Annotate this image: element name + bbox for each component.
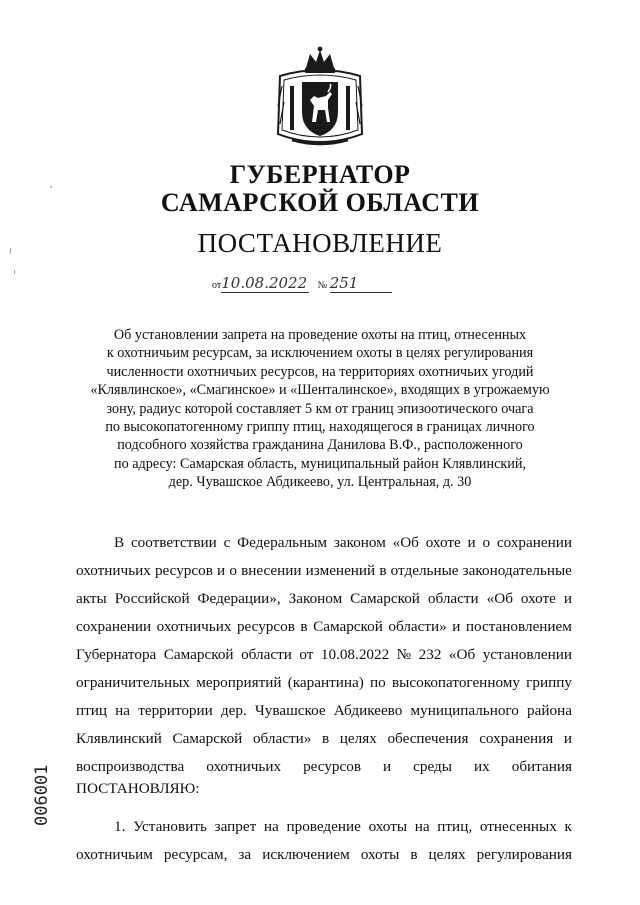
- scan-speck: [10, 248, 11, 254]
- word: внесении: [241, 562, 302, 579]
- word: ресурсов: [236, 618, 295, 635]
- word: на: [263, 818, 279, 835]
- scan-speck: [50, 186, 52, 188]
- word: птиц: [76, 702, 108, 719]
- word: Федерации»,: [197, 590, 281, 607]
- word: Клявлинский: [76, 730, 162, 747]
- word: области»: [388, 618, 447, 635]
- word: Чувашское: [254, 702, 326, 719]
- word: обитания: [511, 758, 572, 775]
- word: сохранения: [479, 730, 554, 747]
- body-line: [76, 674, 572, 694]
- org-name-line1: ГУБЕРНАТОР: [229, 160, 411, 189]
- word: регулирования: [476, 846, 572, 863]
- word: к: [564, 818, 572, 835]
- word: в: [321, 730, 330, 747]
- word: территории: [138, 702, 213, 719]
- body-line: [76, 618, 572, 638]
- word: за: [238, 846, 252, 863]
- word: целях: [428, 846, 466, 863]
- date-number-line: [212, 274, 392, 293]
- word: птиц,: [437, 818, 473, 835]
- body-line: [114, 818, 572, 838]
- word: 232: [418, 646, 442, 663]
- word: отнесенных: [479, 818, 557, 835]
- word: и: [217, 562, 226, 579]
- title-line: по адресу: Самарская область, муниципальный район Клявлинский,: [113, 455, 527, 472]
- title-line: дер. Чувашское Абдикеево, ул. Центральная, д. 30: [168, 474, 472, 491]
- word: целях: [339, 730, 377, 747]
- word: Самарской: [163, 646, 234, 663]
- coat-of-arms-emblem: [272, 46, 368, 148]
- word: дер.: [220, 702, 247, 719]
- document-type-title: ПОСТАНОВЛЕНИЕ: [197, 228, 443, 258]
- word: ресурсам,: [163, 846, 228, 863]
- word: Самарской: [172, 730, 243, 747]
- word: ресурсов: [303, 758, 362, 775]
- title-line: подсобного хозяйства гражданина Данилова В.Ф., расположенного: [117, 437, 523, 454]
- word: (карантина): [287, 674, 364, 691]
- word: области: [241, 646, 292, 663]
- word: высокопатогенному: [392, 674, 520, 691]
- body-line: [76, 702, 572, 722]
- word: от: [299, 646, 314, 663]
- word: ограничительных: [76, 674, 190, 691]
- word: гриппу: [526, 674, 572, 691]
- word: акты: [76, 590, 107, 607]
- word: охотничьим: [76, 846, 153, 863]
- word: охоте: [520, 590, 556, 607]
- word: охоты: [360, 846, 400, 863]
- word: Законом: [288, 590, 343, 607]
- word: охоте: [425, 534, 461, 551]
- word: области: [427, 590, 479, 607]
- word: и: [452, 618, 461, 635]
- word: сохранении: [496, 534, 572, 551]
- title-line: численности охотничьих ресурсов, на территориях охотничьих угодий: [106, 363, 534, 380]
- word: Российской: [114, 590, 190, 607]
- word: законом: [333, 534, 386, 551]
- date-prefix: от: [212, 280, 222, 291]
- org-name-line2: САМАРСКОЙ ОБЛАСТИ: [160, 188, 480, 217]
- body-line: [76, 846, 572, 866]
- word: Самарской: [350, 590, 420, 607]
- word: соответствии: [130, 534, 217, 551]
- title-line: по высокопатогенному гриппу птиц, находящегося в границах личного: [105, 419, 535, 436]
- word: о: [229, 562, 237, 579]
- document-number: 251: [330, 274, 392, 293]
- word: Федеральным: [237, 534, 328, 551]
- word: мероприятий: [196, 674, 282, 691]
- word: сохранении: [76, 618, 152, 635]
- body-line: [114, 534, 572, 554]
- word: запрет: [214, 818, 257, 835]
- word: охотничьих: [76, 562, 151, 579]
- word: и: [467, 534, 476, 551]
- word: «Об: [392, 534, 419, 551]
- word: с: [223, 534, 231, 551]
- word: 10.08.2022: [320, 646, 390, 663]
- word: Губернатора: [76, 646, 157, 663]
- word: обеспечения: [387, 730, 469, 747]
- body-line: [76, 562, 572, 582]
- word: на: [414, 818, 430, 835]
- word: о: [482, 534, 491, 551]
- resolution-keyword: ПОСТАНОВЛЯЮ:: [76, 780, 200, 797]
- title-line: «Клявлинское», «Смагинское» и «Шенталинское», входящих в угрожаемую: [90, 382, 550, 399]
- word: их: [473, 758, 490, 775]
- word: Самарской: [313, 618, 383, 635]
- word: 1.: [114, 818, 126, 835]
- word: постановлением: [465, 618, 572, 635]
- word: законодательные: [462, 562, 572, 579]
- body-line: [76, 646, 572, 666]
- word: проведение: [286, 818, 361, 835]
- title-line: зону, радиус которой составляет 5 км от границ эпизоотического очага: [106, 400, 534, 417]
- word: по: [370, 674, 386, 691]
- word: ресурсов: [154, 562, 213, 579]
- word: на: [115, 702, 131, 719]
- body-line: [76, 758, 572, 778]
- body-line: [76, 590, 572, 610]
- word: охотничьих: [206, 758, 282, 775]
- scan-speck: [14, 270, 15, 274]
- word: в: [410, 846, 418, 863]
- word: Установить: [133, 818, 207, 835]
- number-prefix: №: [317, 280, 328, 291]
- word: отдельные: [390, 562, 459, 579]
- word: «Об: [486, 590, 513, 607]
- word: охоты: [368, 818, 408, 835]
- word: Абдикеево: [333, 702, 403, 719]
- word: и: [563, 730, 572, 747]
- word: исключением: [262, 846, 350, 863]
- word: области»: [252, 730, 312, 747]
- body-line: [76, 730, 572, 750]
- word: муниципального: [410, 702, 519, 719]
- word: в: [379, 562, 387, 579]
- side-registration-stamp: 006001: [32, 764, 52, 826]
- word: «Об: [448, 646, 476, 663]
- document-date: 10.08.2022: [221, 274, 308, 292]
- word: В: [114, 534, 125, 551]
- word: в: [300, 618, 308, 635]
- word: изменений: [305, 562, 376, 579]
- word: охотничьих: [156, 618, 232, 635]
- word: №: [396, 646, 412, 663]
- title-line: Об установлении запрета на проведение охоты на птиц, отнесенных: [113, 327, 527, 343]
- word: среды: [413, 758, 452, 775]
- word: установлении: [482, 646, 572, 663]
- title-line: к охотничьим ресурсам, за исключением охоты в целях регулирования: [106, 345, 534, 362]
- word: воспроизводства: [76, 758, 185, 775]
- word: и: [563, 590, 572, 607]
- word: и: [383, 758, 392, 775]
- document-subject-title: [70, 326, 570, 492]
- word: района: [527, 702, 572, 719]
